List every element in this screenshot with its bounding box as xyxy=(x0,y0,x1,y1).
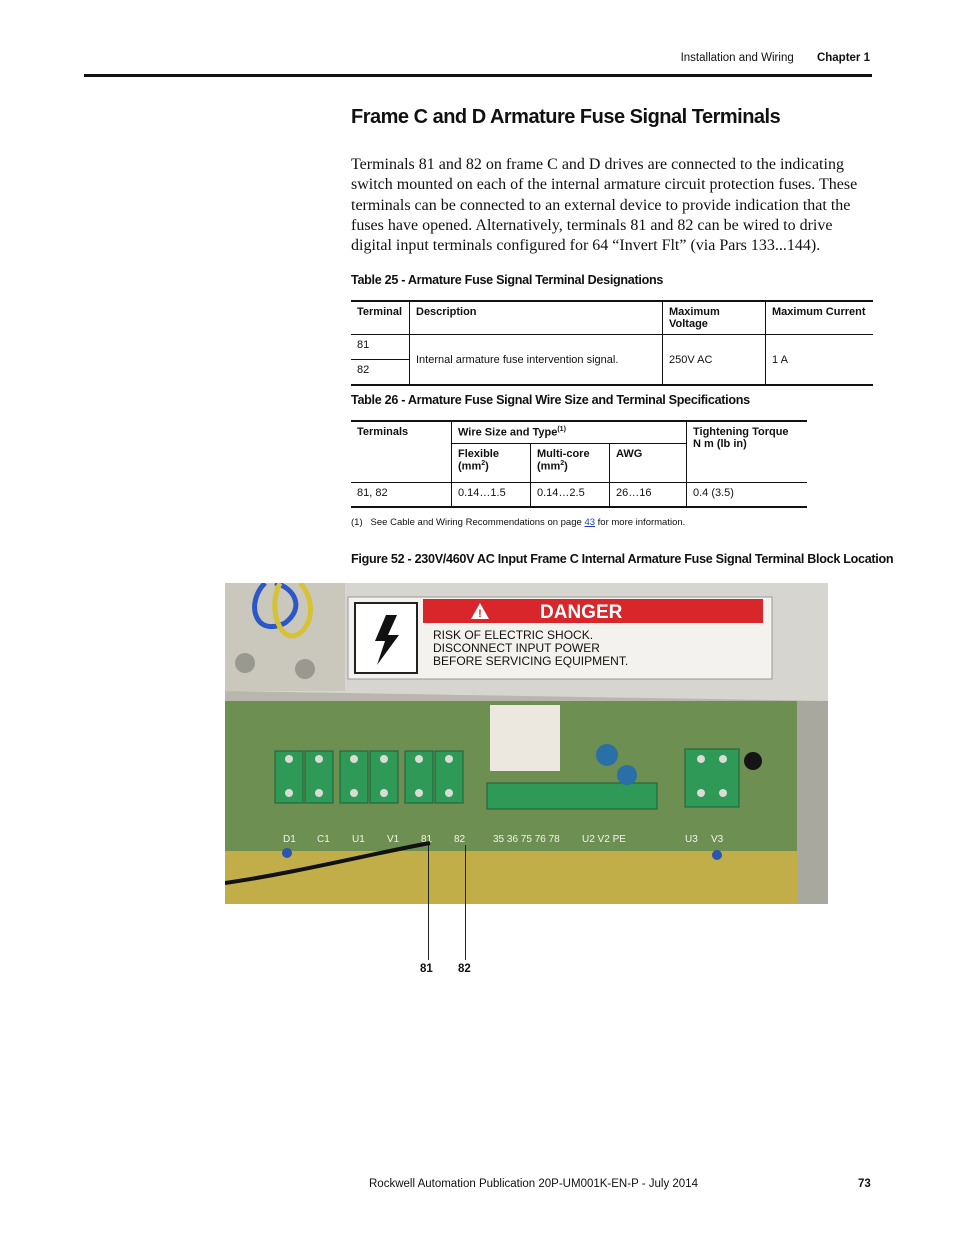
board-label: U2 V2 PE xyxy=(582,834,626,845)
table25-caption: Table 25 - Armature Fuse Signal Terminal Designations xyxy=(351,273,664,287)
section-title: Frame C and D Armature Fuse Signal Terminals xyxy=(351,106,781,128)
table26-header-torque: Tightening Torque N m (lb in) xyxy=(687,421,808,482)
footer-publication: Rockwell Automation Publication 20P-UM001K-EN-P - July 2014 xyxy=(369,1178,698,1190)
warning-line: DISCONNECT INPUT POWER xyxy=(433,641,600,655)
callout-line-82 xyxy=(465,845,466,960)
table26-awg-cell: 26…16 xyxy=(610,482,687,507)
callout-label-82: 82 xyxy=(458,963,471,975)
warning-line: BEFORE SERVICING EQUIPMENT. xyxy=(433,654,629,668)
table25-terminal-cell: 81 xyxy=(351,335,410,360)
table25-header: Maximum Voltage xyxy=(663,301,766,335)
callout-line-81 xyxy=(428,845,429,960)
header-section: Installation and Wiring xyxy=(680,52,794,64)
board-label: D1 xyxy=(283,834,296,845)
board-label: 82 xyxy=(454,834,466,845)
table25-current-cell: 1 A xyxy=(766,335,874,386)
table26-header-multicore: Multi-core $(mm^2)$ xyxy=(531,443,610,482)
warning-line: RISK OF ELECTRIC SHOCK. xyxy=(433,628,594,642)
table26-terminals-cell: 81, 82 xyxy=(351,482,452,507)
board-label: 35 36 75 76 78 xyxy=(493,834,560,845)
board-label: C1 xyxy=(317,834,330,845)
table25-description-cell: Internal armature fuse intervention signal. xyxy=(410,335,663,386)
footnote-text-end: for more information. xyxy=(595,517,686,528)
table25-header: Maximum Current xyxy=(766,301,874,335)
table-row xyxy=(351,335,873,360)
table26-caption: Table 26 - Armature Fuse Signal Wire Size and Terminal Specifications xyxy=(351,393,750,407)
header-chapter: Chapter 1 xyxy=(816,52,870,64)
danger-label: DANGER xyxy=(540,602,623,623)
table26-multicore-cell: 0.14…2.5 xyxy=(531,482,610,507)
board-label: V3 xyxy=(711,834,724,845)
table26 xyxy=(351,420,807,508)
table25 xyxy=(351,300,873,386)
table26-torque-cell: 0.4 (3.5) xyxy=(687,482,808,507)
table25-terminal-cell: 82 xyxy=(357,364,370,376)
footnote-page-link[interactable]: 43 xyxy=(584,517,596,528)
table25-header: Description xyxy=(410,301,663,335)
page-number: 73 xyxy=(858,1178,871,1190)
board-label: 81 xyxy=(421,834,433,845)
terminal-block-photo xyxy=(225,583,828,904)
svg-text:!: ! xyxy=(478,608,482,620)
footnote-text: See Cable and Wiring Recommendations on page xyxy=(370,517,585,528)
table26-header-terminals: Terminals xyxy=(357,426,409,438)
callout-label-81: 81 xyxy=(420,963,433,975)
board-label: U1 xyxy=(352,834,365,845)
board-label: V1 xyxy=(387,834,400,845)
running-header xyxy=(681,52,870,64)
table26-header-flexible: Flexible $(mm^2)$ xyxy=(452,443,531,482)
header-rule xyxy=(84,74,872,77)
table26-flexible-cell: 0.14…1.5 xyxy=(452,482,531,507)
table26-header-wire: Wire Size and Type$^{(1)}$ xyxy=(452,421,687,443)
figure-caption: Figure 52 - 230V/460V AC Input Frame C Internal Armature Fuse Signal Terminal Block Location xyxy=(351,552,894,566)
footnote xyxy=(351,517,685,528)
table26-header-awg: AWG xyxy=(610,443,687,482)
footnote-marker: (1) xyxy=(351,517,363,528)
body-paragraph: Terminals 81 and 82 on frame C and D drives are connected to the indicating switch mounted on each of the internal armature circuit protection fuses. These terminals can be connected to an external device to provide indication that the fuses have opened. Alternatively, terminals 81 and 82 can be wired to drive digital input terminals configured for 64 “Invert Flt” (via Pars 133...144). xyxy=(351,156,858,255)
table-row xyxy=(351,482,807,507)
table25-voltage-cell: 250V AC xyxy=(663,335,766,386)
board-label: U3 xyxy=(685,834,698,845)
table25-header: Terminal xyxy=(351,301,410,335)
